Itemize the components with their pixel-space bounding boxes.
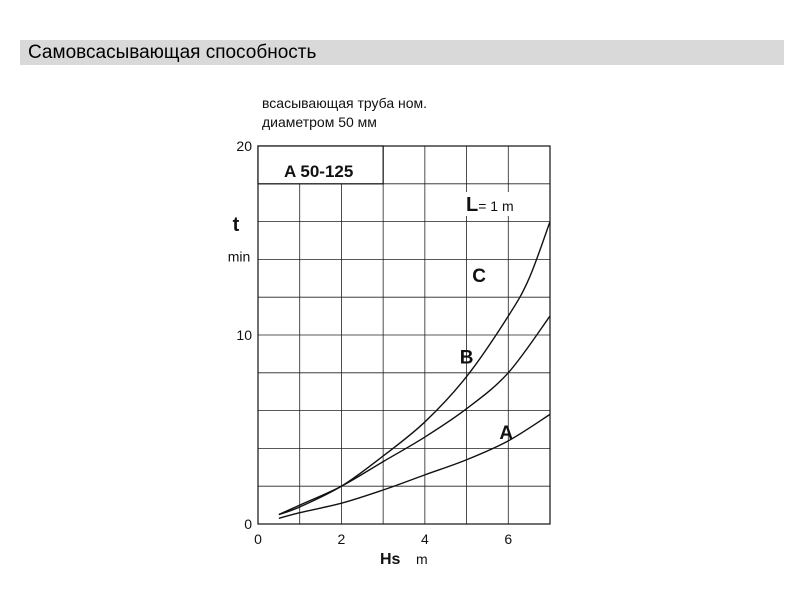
x-axis-label: Hs (380, 551, 401, 568)
x-tick-label: 2 (337, 531, 346, 547)
series-group (279, 222, 550, 519)
series-line-c (279, 222, 550, 515)
param-label (466, 194, 514, 216)
x-axis-unit: m (416, 551, 428, 567)
series-line-b (279, 316, 550, 514)
y-tick-label: 0 (244, 516, 252, 532)
x-tick-label: 0 (254, 531, 262, 547)
y-axis-unit: min (227, 248, 251, 265)
model-label: A 50-125 (284, 162, 354, 181)
subtitle-line-1: всасывающая труба ном. (262, 95, 428, 111)
param-label-main: L (466, 194, 479, 216)
subtitle-line-2: диаметром 50 мм (262, 114, 377, 130)
series-label-c: C (472, 266, 486, 288)
y-tick-label: 20 (236, 138, 252, 154)
x-tick-label: 4 (420, 531, 429, 547)
page-title: Самовсасывающая способность (28, 42, 317, 63)
x-tick-label: 6 (504, 531, 513, 547)
series-label-b: B (459, 347, 474, 369)
y-axis-label: t (232, 214, 240, 237)
y-tick-label: 10 (236, 327, 252, 343)
param-label-rest: = 1 m (478, 198, 514, 214)
series-label-a: A (499, 422, 514, 444)
